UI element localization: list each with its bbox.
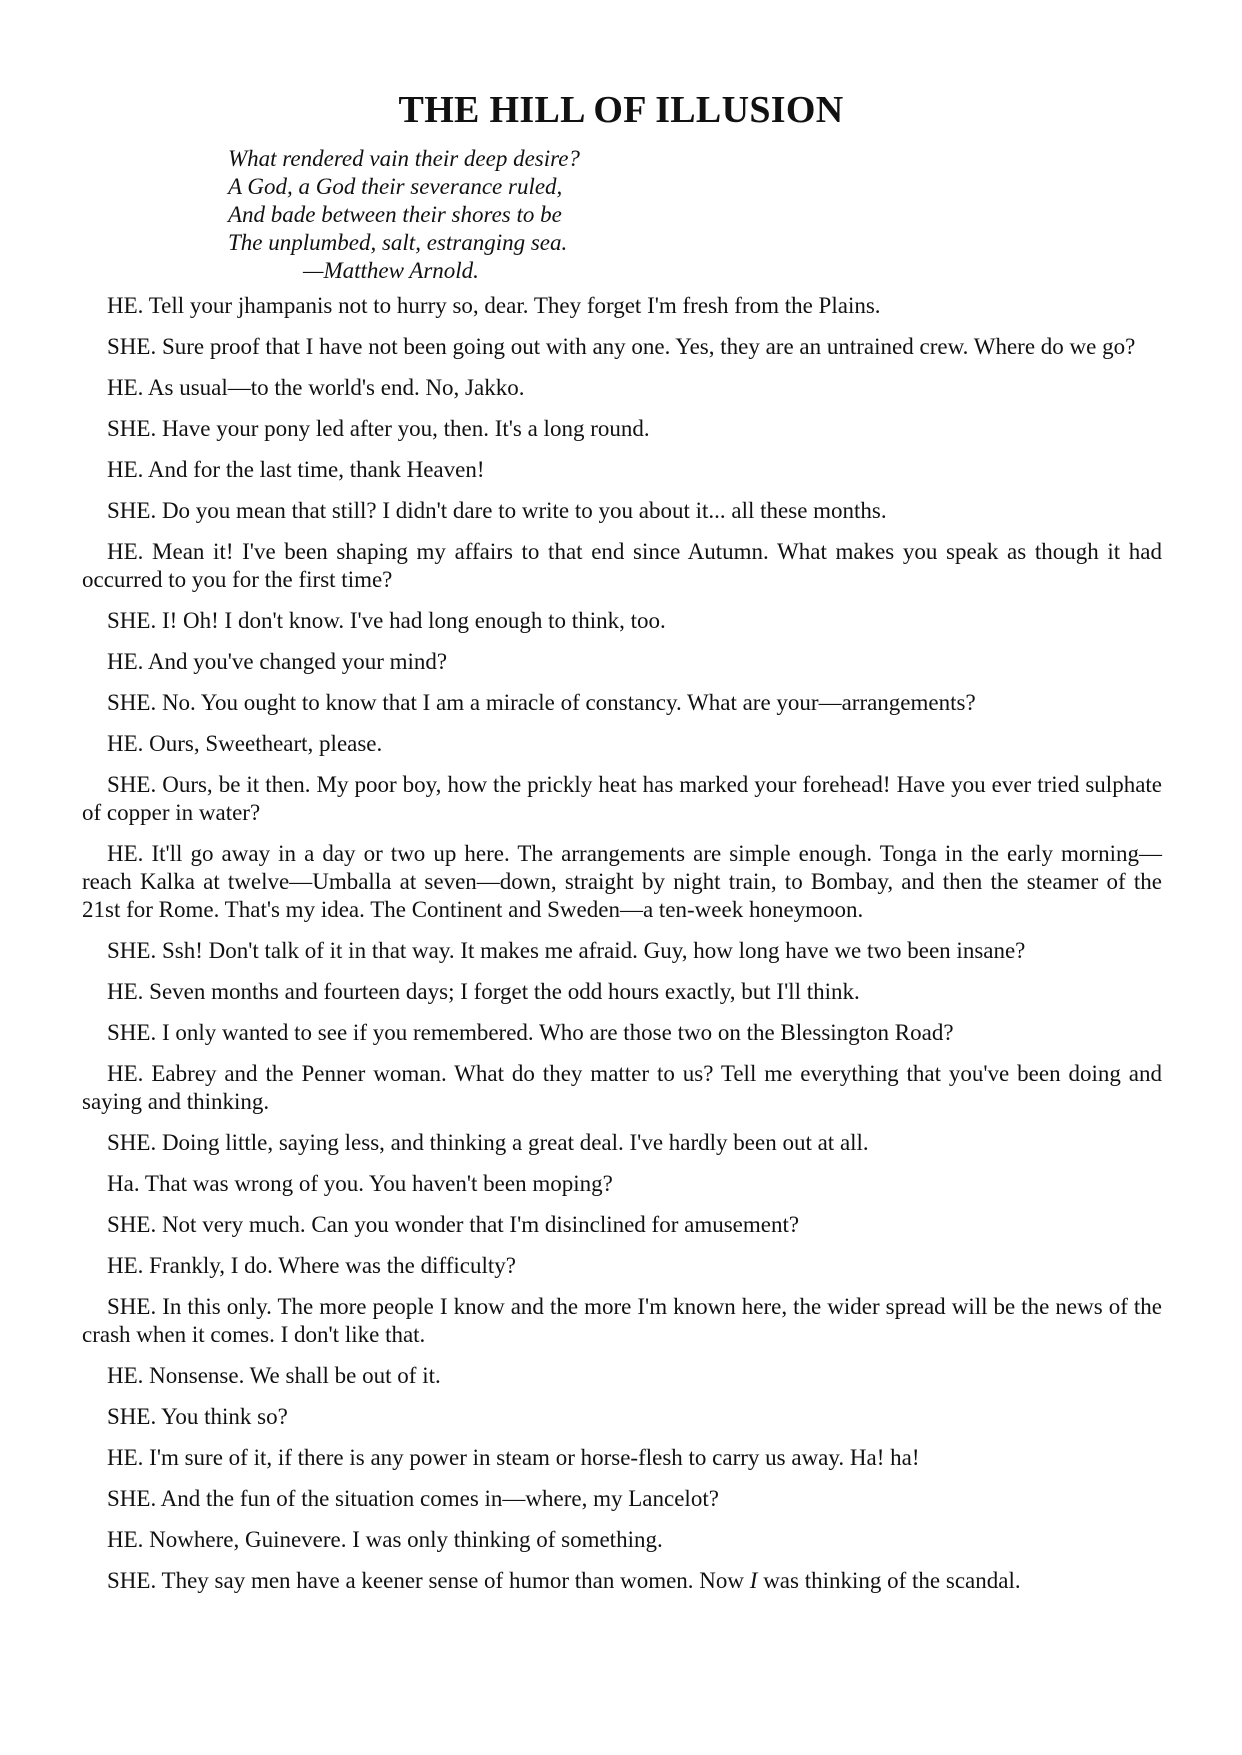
dialogue-paragraph: HE. And you've changed your mind? — [107, 649, 448, 674]
dialogue-paragraph: HE. Eabrey and the Penner woman. What do they matter to us? Tell me everything that you've been doing and saying and thinking. — [82, 1061, 1162, 1114]
dialogue-paragraph: HE. Seven months and fourteen days; I forget the odd hours exactly, but I'll think. — [107, 979, 860, 1004]
dialogue-paragraph: SHE. No. You ought to know that I am a miracle of constancy. What are your—arrangements? — [107, 690, 976, 715]
dialogue-paragraph: SHE. Ssh! Don't talk of it in that way. It makes me afraid. Guy, how long have we two been insane? — [107, 938, 1026, 963]
dialogue-paragraph: HE. Nowhere, Guinevere. I was only thinking of something. — [107, 1527, 663, 1552]
dialogue-paragraph: SHE. You think so? — [107, 1404, 288, 1429]
dialogue-paragraph: HE. Ours, Sweetheart, please. — [107, 731, 383, 756]
dialogue-paragraph: HE. Nonsense. We shall be out of it. — [107, 1363, 441, 1388]
dialogue-paragraph: SHE. I! Oh! I don't know. I've had long enough to think, too. — [107, 608, 666, 633]
dialogue-paragraph: HE. I'm sure of it, if there is any power in steam or horse-flesh to carry us away. Ha! ha! — [107, 1445, 920, 1470]
epigraph-line: And bade between their shores to be — [228, 202, 562, 227]
dialogue-paragraph: SHE. Do you mean that still? I didn't dare to write to you about it... all these months. — [107, 498, 887, 523]
dialogue-paragraph: Ha. That was wrong of you. You haven't been moping? — [107, 1171, 613, 1196]
page-title: THE HILL OF ILLUSION — [398, 89, 844, 131]
dialogue-body — [82, 292, 1162, 1608]
dialogue-paragraph: HE. Mean it! I've been shaping my affairs to that end since Autumn. What makes you speak as though it had occurred to you for the first time? — [82, 539, 1162, 592]
epigraph-line: A God, a God their severance ruled, — [228, 174, 563, 199]
dialogue-paragraph: SHE. Sure proof that I have not been going out with any one. Yes, they are an untrained crew. Where do we go? — [107, 334, 1136, 359]
dialogue-paragraph: HE. Tell your jhampanis not to hurry so, dear. They forget I'm fresh from the Plains. — [107, 293, 881, 318]
epigraph-line: What rendered vain their deep desire? — [228, 146, 580, 171]
emphasized-word: I — [749, 1568, 758, 1593]
epigraph-line: The unplumbed, salt, estranging sea. — [228, 230, 568, 255]
epigraph-attribution: —Matthew Arnold. — [303, 258, 479, 283]
dialogue-paragraph: SHE. Not very much. Can you wonder that I'm disinclined for amusement? — [107, 1212, 800, 1237]
dialogue-paragraph: HE. As usual—to the world's end. No, Jakko. — [107, 375, 525, 400]
dialogue-paragraph: HE. And for the last time, thank Heaven! — [107, 457, 485, 482]
dialogue-paragraph: SHE. I only wanted to see if you remembered. Who are those two on the Blessington Road? — [107, 1020, 954, 1045]
dialogue-paragraph: SHE. Have your pony led after you, then. It's a long round. — [107, 416, 650, 441]
dialogue-paragraph-last — [82, 1567, 1162, 1595]
epigraph — [228, 145, 580, 285]
dialogue-paragraph: SHE. In this only. The more people I know and the more I'm known here, the wider spread will be the news of the crash when it comes. I don't like that. — [82, 1294, 1162, 1347]
dialogue-paragraph: HE. Frankly, I do. Where was the difficulty? — [107, 1253, 516, 1278]
text-run: was thinking of the scandal. — [757, 1568, 1021, 1593]
dialogue-paragraph: SHE. Ours, be it then. My poor boy, how the prickly heat has marked your forehead! Have you ever tried sulphate of copper in water? — [82, 772, 1162, 825]
dialogue-paragraph: SHE. Doing little, saying less, and thinking a great deal. I've hardly been out at all. — [107, 1130, 869, 1155]
dialogue-paragraph: HE. It'll go away in a day or two up here. The arrangements are simple enough. Tonga in the early morning—reach Kalka at twelve—Umballa at seven—down, straight by night train, to Bombay, and then the steamer of the 21st for Rome. That's my idea. The Continent and Sweden—a ten-week honeymoon. — [82, 841, 1162, 922]
dialogue-paragraph: SHE. And the fun of the situation comes in—where, my Lancelot? — [107, 1486, 719, 1511]
text-run: SHE. They say men have a keener sense of humor than women. Now — [107, 1568, 750, 1593]
